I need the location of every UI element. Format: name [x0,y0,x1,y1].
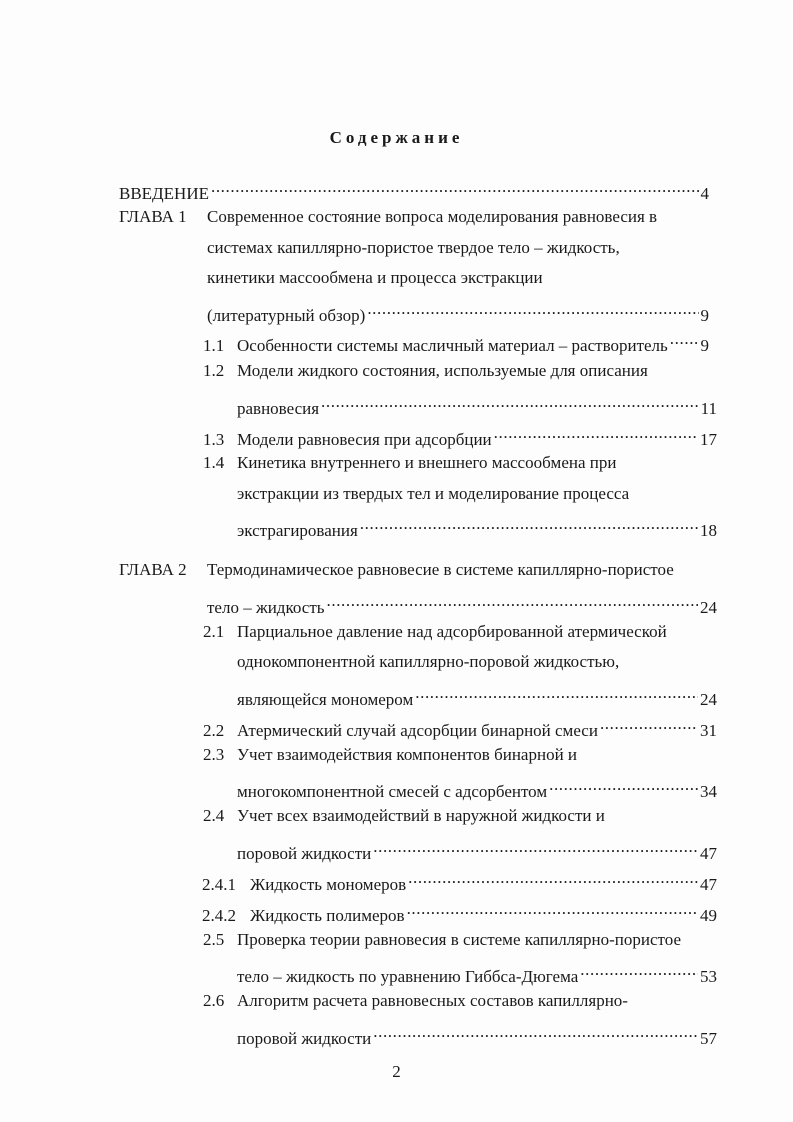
leader-dots [327,589,699,613]
toc-entry-1-4-line1: 1.4 Кинетика внутреннего и внешнего массообмена при [203,453,617,472]
leader-dots [211,175,699,199]
toc-entry-1-2-line2: равновесия ..... 11 [237,390,717,414]
toc-entry-2-6-line2: поровой жидкости ..... 57 [237,1020,717,1044]
toc-label: ВВЕДЕНИЕ [119,184,209,203]
toc-page: 31 [700,721,717,740]
leader-dots [407,897,698,921]
toc-page: 18 [700,521,717,540]
leader-dots [373,1020,698,1044]
toc-entry-2-1-line2: однокомпонентной капиллярно-поровой жидкостью, [237,652,620,671]
leader-dots [580,958,698,982]
toc-entry-ch1-line4: (литературный обзор) ..... 9 [207,297,709,321]
toc-page: 11 [700,399,717,418]
toc-page: 9 [700,306,709,325]
toc-entry-2-5-line2: тело – жидкость по уравнению Гиббса-Дюгема ..... 53 [237,958,717,982]
toc-entry-2-3-line2: многокомпонентной смесей с адсорбентом ..... 34 [237,773,717,797]
toc-entry-2-1-line3: являющейся мономером ..... 24 [237,681,717,705]
toc-page: 24 [700,690,717,709]
toc-entry-ch1-label [119,205,187,229]
toc-entry-2-2: 2.2 Атермический случай адсорбции бинарной смеси ..... 31 [203,712,717,736]
toc-entry-ch2-line1: Термодинамическое равновесие в системе капиллярно-пористое [207,560,674,579]
toc-entry-2-5-line1: 2.5 Проверка теории равновесия в системе капиллярно-пористое [203,930,682,949]
leader-dots [321,390,699,414]
toc-entry-ch2-line2: тело – жидкость ..... 24 [207,589,717,613]
toc-entry-intro [119,175,709,203]
toc-entry-ch1-line3: кинетики массообмена и процесса экстракции [207,268,543,287]
page-number: 2 [392,1062,401,1081]
toc-entry-ch1-line1: Современное состояние вопроса моделирования равновесия в [207,207,658,226]
toc-label: ГЛАВА 1 [119,207,187,226]
toc-page: 9 [700,336,709,355]
toc-entry-2-6-line1: 2.6 Алгоритм расчета равновесных составов капиллярно- [203,991,628,1010]
toc-page: 24 [700,598,717,617]
leader-dots [415,681,698,705]
toc-page: 4 [700,184,709,203]
leader-dots [600,712,698,736]
leader-dots [367,297,698,321]
toc-entry-1-4-line2: экстракции из твердых тел и моделирование процесса [237,484,630,503]
toc-entry-2-3-line1: 2.3 Учет взаимодействия компонентов бинарной и [203,745,578,764]
toc-entry-2-4-line2: поровой жидкости ..... 47 [237,835,717,859]
page-title: Содержание [329,128,464,147]
toc-page: 47 [700,875,717,894]
toc-entry-2-4-1: 2.4.1 Жидкость мономеров ..... 47 [202,866,717,890]
toc-page: 49 [700,906,717,925]
leader-dots [373,835,698,859]
toc-entry-1-3: 1.3 Модели равновесия при адсорбции ..... 17 [203,421,717,445]
toc-entry-2-4-line1: 2.4 Учет всех взаимодействий в наружной жидкости и [203,806,605,825]
leader-dots [549,773,698,797]
toc-page: 47 [700,844,717,863]
toc-page: 34 [700,782,717,801]
leader-dots [670,327,699,351]
toc-entry-2-4-2: 2.4.2 Жидкость полимеров ..... 49 [202,897,717,921]
toc-entry-1-1: 1.1 Особенности системы масличный материал – растворитель ..... 9 [203,327,709,351]
toc-entry-1-2-line1: 1.2 Модели жидкого состояния, используемые для описания [203,361,648,380]
leader-dots [494,421,698,445]
toc-page: 57 [700,1029,717,1048]
toc-entry-ch1-line2: системах капиллярно-пористое твердое тело – жидкость, [207,238,620,257]
toc-label: ГЛАВА 2 [119,560,187,579]
toc-page: 17 [700,430,717,449]
toc-entry-1-4-line3: экстрагирования ..... 18 [237,512,717,536]
toc-page: 53 [700,967,717,986]
leader-dots [408,866,698,890]
toc-entry-ch2-label [119,558,187,582]
toc-entry-2-1-line1: 2.1 Парциальное давление над адсорбированной атермической [203,622,667,641]
leader-dots [360,512,698,536]
